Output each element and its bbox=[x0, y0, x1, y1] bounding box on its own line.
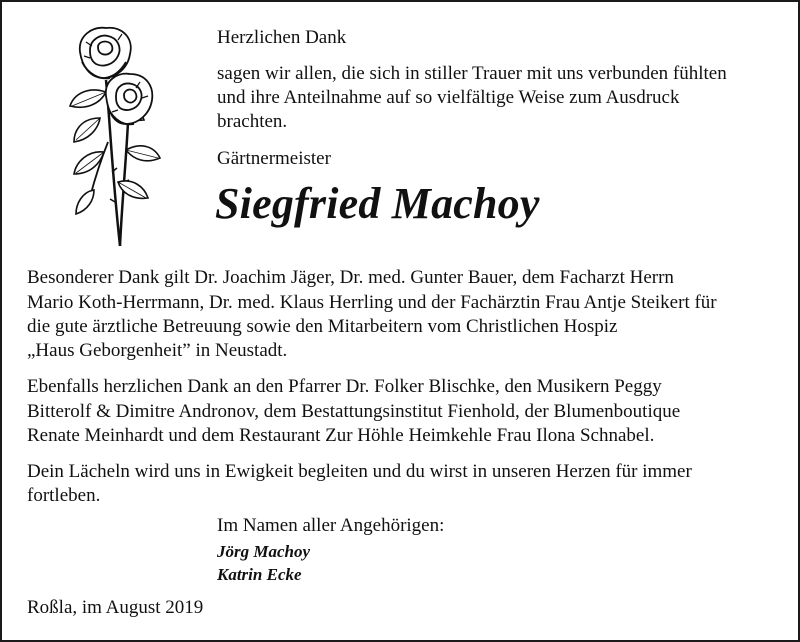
paragraph-line: Besonderer Dank gilt Dr. Joachim Jäger, Dr. med. Gunter Bauer, dem Facharzt Herrn bbox=[27, 267, 674, 288]
intro-line: und ihre Anteilnahme auf so vielfältige Weise zum Ausdruck bbox=[217, 87, 680, 108]
paragraph-line: „Haus Geborgenheit” in Neustadt. bbox=[27, 340, 288, 361]
paragraph-line: Bitterolf & Dimitre Andronov, dem Bestattungsinstitut Fienhold, der Blumenboutique bbox=[27, 401, 681, 422]
paragraph-line: die gute ärztliche Betreuung sowie den Mitarbeitern vom Christlichen Hospiz bbox=[27, 316, 618, 337]
rose-icon bbox=[60, 22, 170, 250]
signer-name: Katrin Ecke bbox=[217, 565, 302, 584]
profession-label: Gärtnermeister bbox=[217, 148, 331, 169]
paragraph-line: Ebenfalls herzlichen Dank an den Pfarrer Dr. Folker Blischke, den Musikern Peggy bbox=[27, 376, 662, 397]
paragraph-line: Dein Lächeln wird uns in Ewigkeit begleiten und du wirst in unseren Herzen für immer bbox=[27, 461, 692, 482]
deceased-name: Siegfried Machoy bbox=[215, 179, 540, 228]
signer-name: Jörg Machoy bbox=[217, 542, 311, 561]
paragraph-line: fortleben. bbox=[27, 485, 101, 506]
intro-line: brachten. bbox=[217, 111, 288, 132]
on-behalf-label: Im Namen aller Angehörigen: bbox=[217, 515, 445, 536]
paragraph-line: Mario Koth-Herrmann, Dr. med. Klaus Herrling und der Fachärztin Frau Antje Steikert für bbox=[27, 292, 717, 313]
place-date: Roßla, im August 2019 bbox=[27, 597, 204, 618]
paragraph-line: Renate Meinhardt und dem Restaurant Zur Höhle Heimkehle Frau Ilona Schnabel. bbox=[27, 425, 655, 446]
intro-line: sagen wir allen, die sich in stiller Trauer mit uns verbunden fühlten bbox=[217, 63, 727, 84]
thanks-heading: Herzlichen Dank bbox=[217, 27, 347, 48]
